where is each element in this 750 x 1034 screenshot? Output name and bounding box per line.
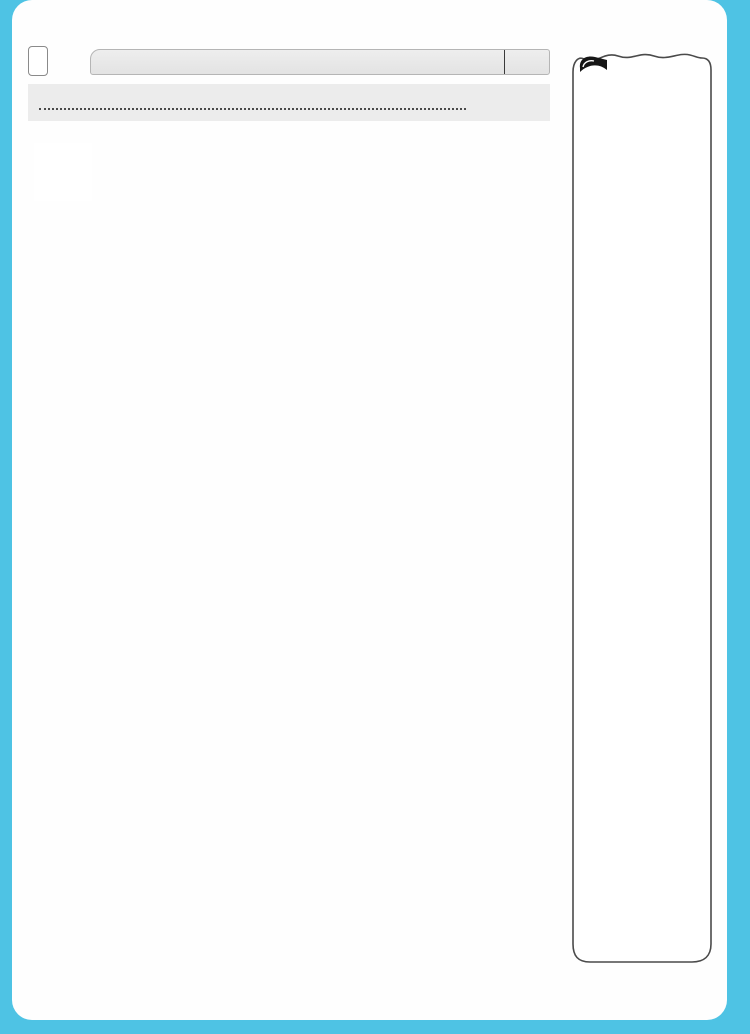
book-page (12, 0, 727, 1020)
index-sidebar-content (570, 46, 714, 160)
scroll-shape (570, 46, 714, 974)
tab-test-papers (28, 46, 48, 76)
column-divider (504, 50, 505, 74)
qr-code-book-resources (615, 106, 669, 160)
footer-qr-block (30, 143, 120, 207)
page-footer (28, 143, 550, 207)
header-tab-bar (28, 46, 550, 76)
tab-strip (90, 49, 550, 75)
answers-summary-row (28, 84, 550, 121)
index-sidebar (570, 46, 714, 974)
dot-leader (39, 96, 466, 110)
qr-code-lesson-papers (34, 143, 92, 201)
main-content (28, 46, 550, 207)
